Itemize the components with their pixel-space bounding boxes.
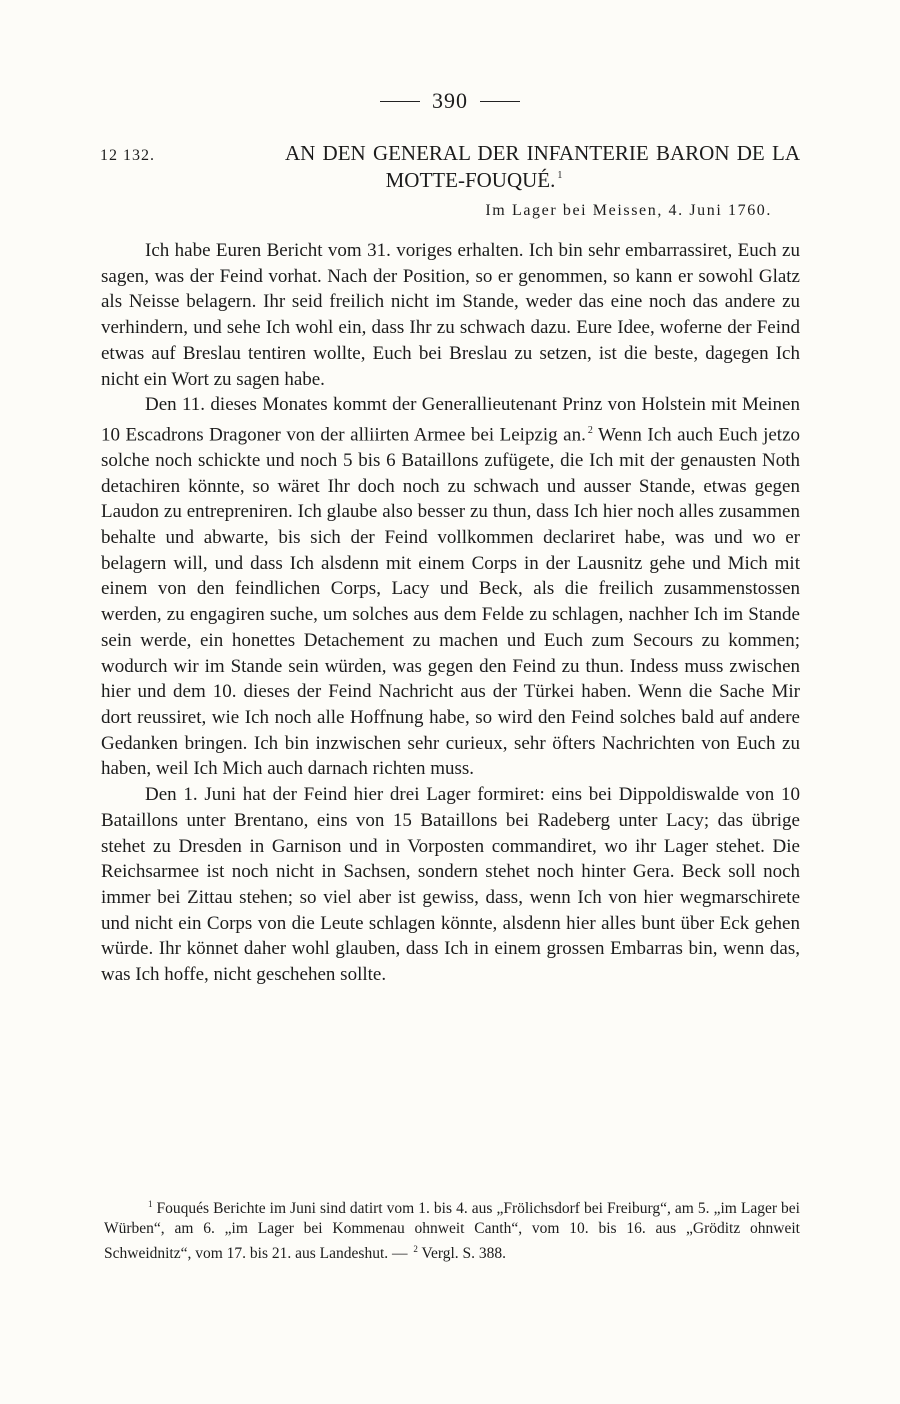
title-footnote-marker[interactable]: 1 [557, 170, 563, 181]
page-header [0, 88, 900, 114]
footnote-1-text: Fouqués Berichte im Juni sind datirt vom 1. bis 4. aus „Frölichsdorf bei Freiburg“, am 5. „im Lager bei Würben“, am 6. „im Lager bei Kommenau ohnweit Canth“, vom 10. bis 16. aus „Gröditz ohnweit Schweidnitz“, vom 17. bis 21. aus Landeshut. — [104, 1200, 800, 1263]
paragraph-2-part-b: Wenn Ich auch Euch jetzo solche noch schickte und noch 5 bis 6 Bataillons zufügete, die Ich mit der genausten Noth detachiren könnte, so wäret Ihr doch noch zu schwach und ausser Stande, etwas gegen Laudon zu entrepreniren. Ich glaube also besser zu thun, dass Ich hier noch alles zusammen behalte und abwarte, bis sich der Feind vollkommen declariret habe, was und wo er belagern will, und dass Ich alsdenn mit einem Corps in der Lausnitz gehe und Mich mit einem von den feindlichen Corps, Lacy und Beck, als die freilich zusammenstossen werden, zu engagiren suche, um solches aus dem Felde zu schlagen, nachher Ich im Stande sein werde, ein honettes Detachement zu machen und Euch zum Secours zu kommen; wodurch wir im Stande sein würden, was gegen den Feind zu thun. Indess muss zwischen hier und dem 10. dieses der Feind Nachricht aus der Türkei haben. Wenn die Sache Mir dort reussiret, wie Ich noch alle Hoffnung habe, so wird den Feind solches bald auf andere Gedanken bringen. Ich bin inzwischen sehr curieux, sehr öfters Nachrichten von Euch zu haben, weil Ich Mich auch darnach richten muss. [101, 424, 801, 780]
paragraph-3: Den 1. Juni hat der Feind hier drei Lager formiret: eins bei Dippoldiswalde von 10 Bataillons unter Brentano, eins von 15 Bataillons bei Radeberg unter Lacy; das übrige stehet zu Dresden in Garnison und in Vorposten commandiret, wo ihr Lager stehet. Die Reichsarmee ist noch nicht in Sachsen, sondern stehet noch hinter Gera. Beck soll noch immer bei Zittau stehen; so viel aber ist gewiss, dass, wenn Ich von hier wegmarschirete und nicht ein Corps von die Leute schlagen könnte, alsdenn hier alles bunt über Eck gehen würde. Ihr könnet daher wohl glauben, dass Ich in einem grossen Embarras bin, wenn das, was Ich hoffe, nicht geschehen sollte. [101, 784, 800, 986]
letter-number: 12 132. [100, 147, 155, 164]
footnote-1-marker: 1 [148, 1199, 153, 1209]
letter-title-line-1: AN DEN GENERAL DER INFANTERIE BARON DE LA [284, 141, 800, 165]
footnote-2-marker: 2 [413, 1244, 418, 1255]
page-number: 390 [432, 88, 468, 113]
letter-title-line-2: MOTTE-FOUQUÉ. [385, 168, 556, 192]
heading-line-2 [100, 168, 800, 193]
paragraph-2-part-a: Den 11. dieses Monates kommt der Generallieutenant Prinz von Holstein mit Meinen 10 Escadrons Dragoner von der alliirten Armee bei Leipzig an. [101, 394, 800, 446]
footnote-marker-2[interactable]: 2 [587, 424, 593, 436]
footnote-2-text: Vergl. S. 388. [417, 1245, 507, 1263]
paragraph-1: Ich habe Euren Bericht vom 31. voriges erhalten. Ich bin sehr embarrassiret, Euch zu sagen, was der Feind vorhat. Nach der Position, so er genommen, so kann er sowohl Glatz als Neisse belagern. Ihr seid freilich nicht im Stande, weder das eine noch das andere zu verhindern, und sehe Ich wohl ein, dass Ihr zu schwach dazu. Eure Idee, woferne der Feind etwas auf Breslau tentiren wollte, Euch bei Breslau zu setzen, ist die beste, dagegen Ich nicht ein Wort zu sagen habe. [101, 240, 800, 390]
footnote-block [104, 1194, 800, 1264]
header-rule-left [380, 101, 420, 102]
letter-body [101, 238, 800, 988]
dateline: Im Lager bei Meissen, 4. Juni 1760. [485, 202, 772, 219]
footnotes [104, 1194, 800, 1264]
heading-line-1 [100, 141, 800, 166]
paragraph-2 [101, 392, 800, 782]
header-rule-right [480, 101, 520, 102]
letter-heading [100, 141, 800, 193]
